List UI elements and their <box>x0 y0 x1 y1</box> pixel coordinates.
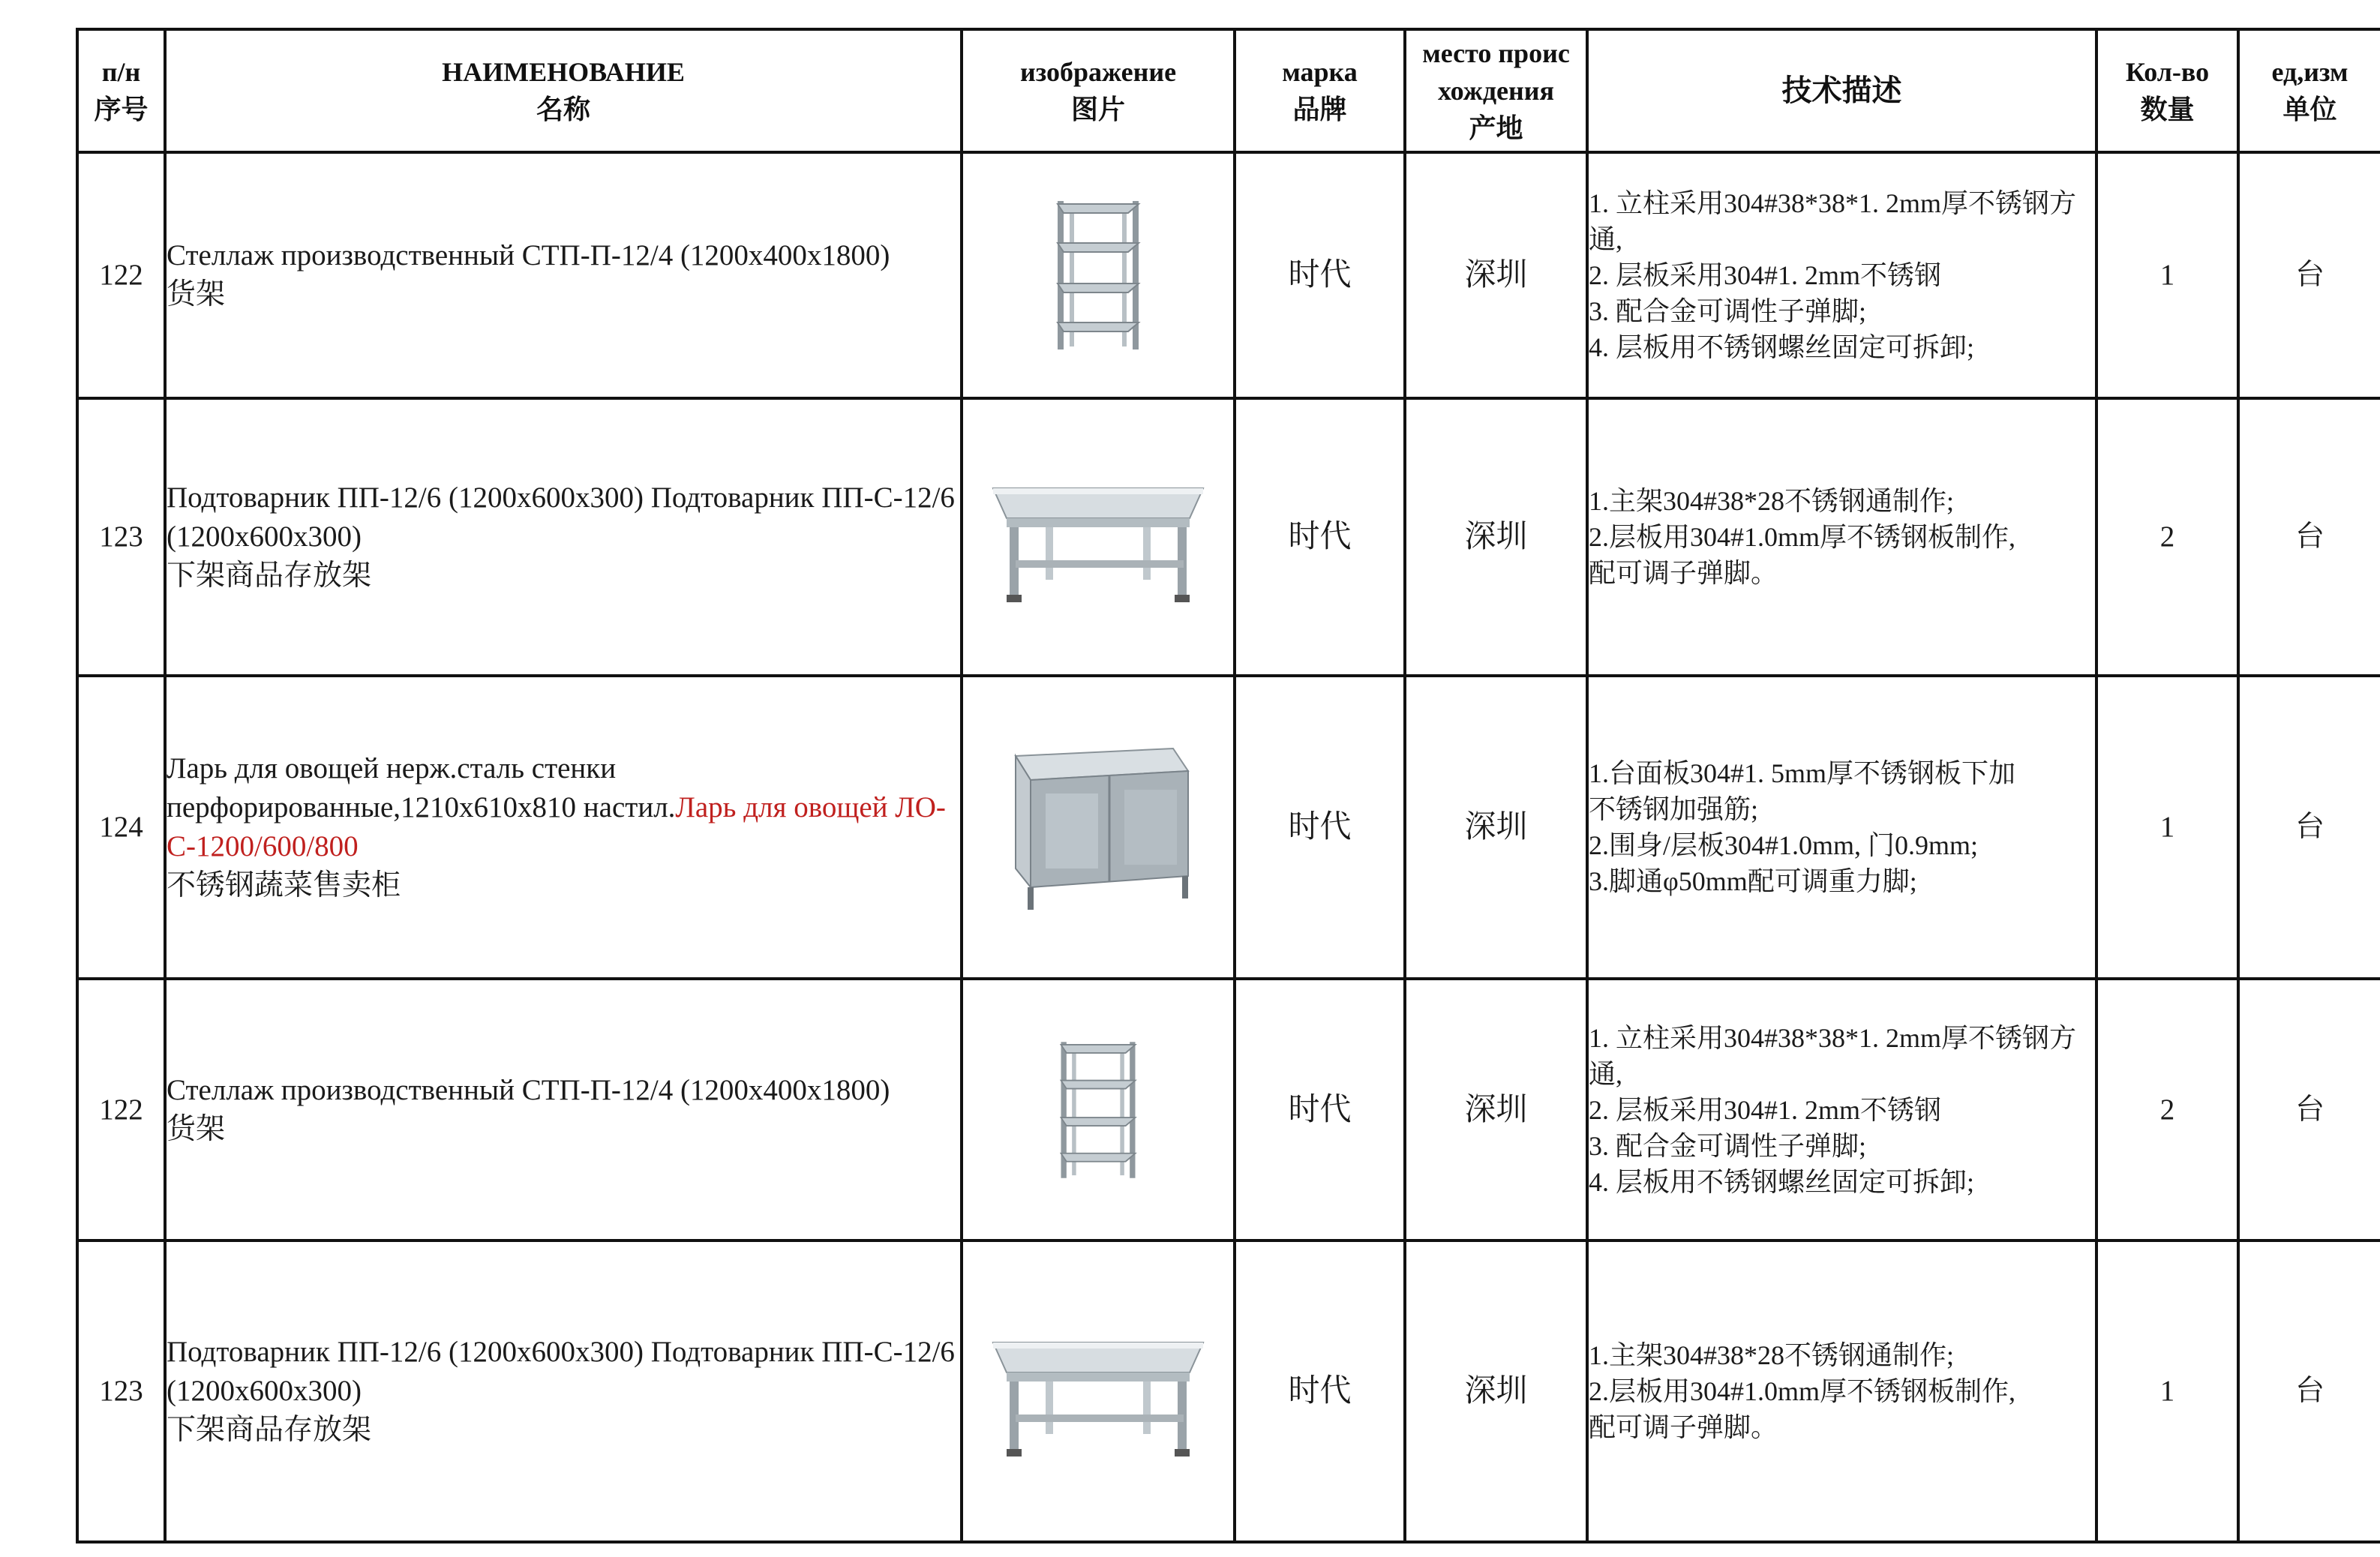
item-name-model: Ларь для овощей ЛО-С-1200/600/800 <box>167 791 946 862</box>
item-name <box>165 676 962 979</box>
item-image <box>962 398 1235 676</box>
header-image: изображение 图片 <box>962 29 1235 152</box>
header-row <box>77 29 2380 152</box>
item-image <box>962 676 1235 979</box>
header-qty: Кол-во 数量 <box>2096 29 2238 152</box>
item-quantity: 2 <box>2096 979 2238 1240</box>
item-brand: 时代 <box>1235 152 1405 398</box>
item-description: 1.主架304#38*28不锈钢通制作; 2.层板用304#1.0mm厚不锈钢板制作, 配可调子弹脚。 <box>1587 1240 2096 1542</box>
item-quantity: 2 <box>2096 398 2238 676</box>
item-name-zh: 不锈钢蔬菜售卖柜 <box>167 869 401 902</box>
row-number: 122 <box>77 979 165 1240</box>
item-quantity: 1 <box>2096 1240 2238 1542</box>
row-number: 123 <box>77 1240 165 1542</box>
item-unit: 台 <box>2238 1240 2380 1542</box>
item-description: 1.主架304#38*28不锈钢通制作; 2.层板用304#1.0mm厚不锈钢板制作, 配可调子弹脚。 <box>1587 398 2096 676</box>
pallet-stand-icon <box>986 1316 1211 1466</box>
shelving-rack-icon <box>1053 196 1143 354</box>
item-origin: 深圳 <box>1405 1240 1587 1542</box>
item-description: 1. 立柱采用304#38*38*1. 2mm厚不锈钢方 通, 2. 层板采用304#1. 2mm不锈钢 3. 配合金可调性子弹脚; 4. 层板用不锈钢螺丝固定可拆卸; <box>1587 979 2096 1240</box>
header-origin: место проис хождения 产地 <box>1405 29 1587 152</box>
item-origin: 深圳 <box>1405 152 1587 398</box>
table-row <box>77 676 2380 979</box>
table-row <box>77 1240 2380 1542</box>
item-name <box>165 1240 962 1542</box>
header-desc: 技术描述 <box>1587 29 2096 152</box>
item-quantity: 1 <box>2096 152 2238 398</box>
table-row <box>77 152 2380 398</box>
item-name-ru: Стеллаж производственный СТП-П-12/4 (1200x400x1800) <box>167 1073 890 1106</box>
item-name-zh: 下架商品存放架 <box>167 560 372 592</box>
item-brand: 时代 <box>1235 398 1405 676</box>
item-name-zh: 货架 <box>167 278 226 310</box>
table-row <box>77 398 2380 676</box>
vegetable-cabinet-icon <box>1001 734 1196 921</box>
item-name-zh: 货架 <box>167 1112 226 1145</box>
item-name-ru: Подтоварник ПП-12/6 (1200x600x300) Подтоварник ПП-С-12/6 (1200x600x300) <box>167 1336 955 1407</box>
product-spec-table <box>76 28 2380 1544</box>
item-description: 1.台面板304#1. 5mm厚不锈钢板下加 不锈钢加强筋; 2.围身/层板304#1.0mm, 门0.9mm; 3.脚通φ50mm配可调重力脚; <box>1587 676 2096 979</box>
item-unit: 台 <box>2238 676 2380 979</box>
header-unit: ед,изм 单位 <box>2238 29 2380 152</box>
item-unit: 台 <box>2238 152 2380 398</box>
row-number: 122 <box>77 152 165 398</box>
shelving-rack-icon <box>1057 1035 1139 1185</box>
item-name-zh: 下架商品存放架 <box>167 1414 372 1446</box>
row-number: 124 <box>77 676 165 979</box>
item-brand: 时代 <box>1235 979 1405 1240</box>
item-name <box>165 979 962 1240</box>
item-quantity: 1 <box>2096 676 2238 979</box>
item-brand: 时代 <box>1235 1240 1405 1542</box>
item-name-ru: Стеллаж производственный СТП-П-12/4 (1200x400x1800) <box>167 239 890 272</box>
item-name-ru: Подтоварник ПП-12/6 (1200x600x300) Подтоварник ПП-С-12/6 (1200x600x300) <box>167 482 955 553</box>
header-num: п/н 序号 <box>77 29 165 152</box>
item-image <box>962 152 1235 398</box>
header-name: НАИМЕНОВАНИЕ 名称 <box>165 29 962 152</box>
item-origin: 深圳 <box>1405 676 1587 979</box>
item-image <box>962 979 1235 1240</box>
item-name <box>165 398 962 676</box>
header-brand: марка 品牌 <box>1235 29 1405 152</box>
table-row <box>77 979 2380 1240</box>
item-name-ru: Ларь для овощей нерж.сталь стенки перфорированные,1210x610x810 настил.Ларь для овощей ЛО-С-1200/600/800 <box>167 752 946 862</box>
item-unit: 台 <box>2238 398 2380 676</box>
item-origin: 深圳 <box>1405 398 1587 676</box>
item-description: 1. 立柱采用304#38*38*1. 2mm厚不锈钢方 通, 2. 层板采用304#1. 2mm不锈钢 3. 配合金可调性子弹脚; 4. 层板用不锈钢螺丝固定可拆卸; <box>1587 152 2096 398</box>
item-brand: 时代 <box>1235 676 1405 979</box>
item-image <box>962 1240 1235 1542</box>
item-unit: 台 <box>2238 979 2380 1240</box>
item-name <box>165 152 962 398</box>
row-number: 123 <box>77 398 165 676</box>
item-origin: 深圳 <box>1405 979 1587 1240</box>
pallet-stand-icon <box>986 466 1211 608</box>
